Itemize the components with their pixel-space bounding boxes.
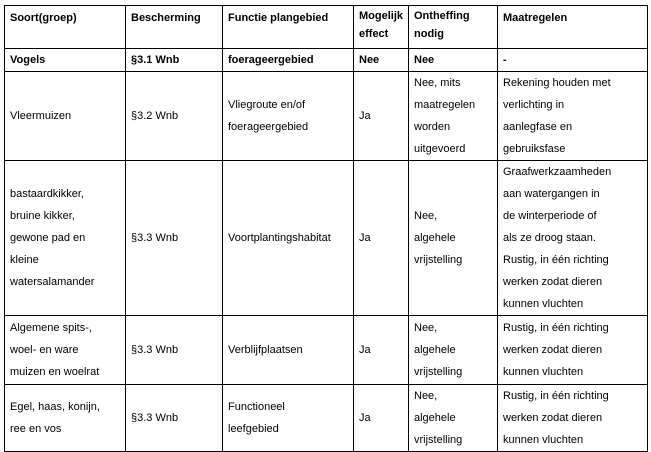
table-row xyxy=(5,49,648,72)
cell-bescherming: §3.2 Wnb xyxy=(126,72,223,161)
cell-effect: Ja xyxy=(354,161,409,316)
cell-ontheffing: Nee, algehele vrijstelling xyxy=(409,385,498,452)
cell-effect: Ja xyxy=(354,385,409,452)
header-effect: Mogelijk effect xyxy=(354,6,409,49)
cell-ontheffing: Nee xyxy=(409,49,498,72)
species-protection-table xyxy=(4,5,648,452)
table-row xyxy=(5,72,648,161)
cell-bescherming: §3.3 Wnb xyxy=(126,316,223,385)
header-functie: Functie plangebied xyxy=(223,6,354,49)
cell-soort: Algemene spits-, woel- en ware muizen en woelrat xyxy=(5,316,126,385)
header-soort: Soort(groep) xyxy=(5,6,126,49)
cell-maatregelen: Graafwerkzaamheden aan watergangen in de winterperiode of als ze droog staan. Rustig, in één richting werken zodat dieren kunnen vluchten xyxy=(498,161,648,316)
cell-soort: Vogels xyxy=(5,49,126,72)
cell-maatregelen: Rekening houden met verlichting in aanlegfase en gebruiksfase xyxy=(498,72,648,161)
cell-soort: Vleermuizen xyxy=(5,72,126,161)
cell-bescherming: §3.3 Wnb xyxy=(126,161,223,316)
cell-bescherming: §3.1 Wnb xyxy=(126,49,223,72)
cell-ontheffing: Nee, algehele vrijstelling xyxy=(409,161,498,316)
table-row xyxy=(5,385,648,452)
cell-functie: Voortplantingshabitat xyxy=(223,161,354,316)
table-row xyxy=(5,161,648,316)
cell-effect: Ja xyxy=(354,72,409,161)
cell-ontheffing: Nee, mits maatregelen worden uitgevoerd xyxy=(409,72,498,161)
table-header-row xyxy=(5,6,648,49)
header-maatregelen: Maatregelen xyxy=(498,6,648,49)
cell-functie: Vliegroute en/of foerageergebied xyxy=(223,72,354,161)
cell-functie: Verblijfplaatsen xyxy=(223,316,354,385)
header-ontheffing: Ontheffing nodig xyxy=(409,6,498,49)
cell-soort: bastaardkikker, bruine kikker, gewone pad en kleine watersalamander xyxy=(5,161,126,316)
cell-maatregelen: - xyxy=(498,49,648,72)
cell-functie: foerageergebied xyxy=(223,49,354,72)
cell-functie: Functioneel leefgebied xyxy=(223,385,354,452)
cell-ontheffing: Nee, algehele vrijstelling xyxy=(409,316,498,385)
cell-effect: Nee xyxy=(354,49,409,72)
cell-maatregelen: Rustig, in één richting werken zodat dieren kunnen vluchten xyxy=(498,316,648,385)
cell-effect: Ja xyxy=(354,316,409,385)
cell-soort: Egel, haas, konijn, ree en vos xyxy=(5,385,126,452)
header-bescherming: Bescherming xyxy=(126,6,223,49)
cell-bescherming: §3.3 Wnb xyxy=(126,385,223,452)
cell-maatregelen: Rustig, in één richting werken zodat dieren kunnen vluchten xyxy=(498,385,648,452)
table-row xyxy=(5,316,648,385)
